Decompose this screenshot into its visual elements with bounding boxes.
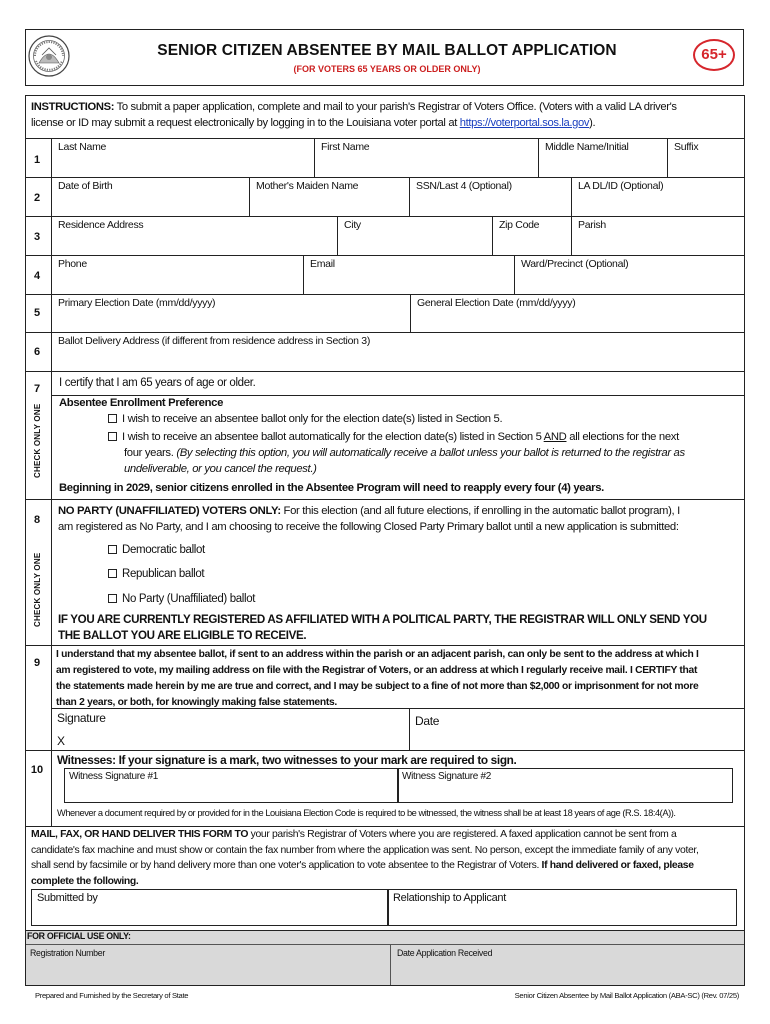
section-8-side-label: CHECK ONLY ONE (33, 552, 42, 627)
first-name-field[interactable] (316, 154, 536, 176)
city-label: City (344, 219, 361, 231)
age-certify-text: I certify that I am 65 years of age or older. (59, 377, 256, 389)
last-name-label: Last Name (58, 141, 107, 153)
signature-field[interactable] (70, 726, 406, 748)
republican-label: Republican ballot (122, 568, 205, 580)
republican-ballot-option[interactable] (108, 567, 204, 583)
primary-election-date-label: Primary Election Date (mm/dd/yyyy) (58, 297, 216, 309)
ssn-field[interactable] (411, 193, 569, 215)
witness-2-label: Witness Signature #2 (402, 771, 492, 782)
section-7-number: 7 (33, 383, 41, 395)
democratic-ballot-option[interactable] (108, 543, 205, 559)
affiliation-warning: IF YOU ARE CURRENTLY REGISTERED AS AFFILIATED WITH A POLITICAL PARTY, THE REGISTRAR WILL ONLY SEND YOU THE BALLOT YOU ARE ELIGIBLE TO RECEIVE. (58, 613, 707, 642)
enrollment-preference-title: Absentee Enrollment Preference (59, 397, 224, 409)
form-title: SENIOR CITIZEN ABSENTEE BY MAIL BALLOT APPLICATION (157, 42, 617, 59)
signature-label: Signature (57, 711, 106, 725)
section-3-number: 3 (33, 231, 41, 243)
instructions-text-3: ). (589, 116, 596, 129)
form-subtitle: (FOR VOTERS 65 YEARS OR OLDER ONLY) (293, 64, 481, 74)
signature-x-mark: X (57, 734, 65, 748)
suffix-label: Suffix (674, 141, 699, 153)
phone-label: Phone (58, 258, 87, 270)
instructions (31, 100, 743, 131)
no-party-label: No Party (Unaffiliated) ballot (122, 593, 256, 605)
middle-name-label: Middle Name/Initial (545, 141, 629, 153)
number-column-divider (51, 138, 52, 826)
age-65-badge-icon: 65+ (693, 39, 735, 71)
maiden-name-label: Mother's Maiden Name (256, 180, 359, 192)
option-2-label-b: all elections for the next (566, 431, 679, 443)
instructions-label: INSTRUCTIONS: (31, 101, 115, 113)
mail-instructions: MAIL, FAX, OR HAND DELIVER THIS FORM TO your parish's Registrar of Voters where you are registered. A faxed application cannot be sent from a candidate's fax machine and must show or contain the fax number from where the application was sent. No person, except the immediate family of any voter, shall send by facsimile or by hand delivery more than one voter's application to vote absentee to the Registrar of Voters. If hand delivered or faxed, please complete the following. (31, 829, 699, 887)
witness-age-note: Whenever a document required by or provided for in the Louisiana Election Code is required to be witnessed, the witness shall be at least 18 years of age (R.S. 18:4(A)). (57, 808, 676, 818)
democratic-checkbox-icon[interactable] (108, 545, 117, 554)
option-2-checkbox-icon[interactable] (108, 432, 117, 441)
general-election-date-label: General Election Date (mm/dd/yyyy) (417, 297, 576, 309)
instructions-text-1: To submit a paper application, complete and mail to your parish's Registrar of Voters Office. (Voters with a valid LA driver's (114, 101, 677, 113)
no-party-bold: NO PARTY (UNAFFILIATED) VOTERS ONLY: (58, 505, 281, 517)
general-election-date-field[interactable] (412, 310, 743, 331)
no-party-text-1: For this election (and all future elections, if enrolling in the automatic ballot program), I (280, 505, 680, 517)
ballot-delivery-address-label: Ballot Delivery Address (if different from residence address in Section 3) (58, 335, 371, 347)
republican-checkbox-icon[interactable] (108, 569, 117, 578)
maiden-name-field[interactable] (251, 193, 407, 215)
footer-left: Prepared and Furnished by the Secretary of State (35, 991, 189, 1000)
date-label: Date (415, 714, 440, 728)
last-name-field[interactable] (53, 154, 312, 176)
first-name-label: First Name (321, 141, 370, 153)
date-received-label: Date Application Received (397, 948, 493, 958)
section-1-number: 1 (33, 154, 41, 166)
option-2-label-c: four years. (124, 447, 177, 459)
option-2-label-a: I wish to receive an absentee ballot automatically for the election date(s) listed in Section 5 (122, 431, 544, 443)
registration-number-label: Registration Number (30, 948, 105, 958)
option-2-italic-2: undeliverable, or you cancel the request.) (124, 463, 317, 475)
witness-title: Witnesses: If your signature is a mark, two witnesses to your mark are required to sign. (57, 753, 517, 767)
ward-precinct-field[interactable] (516, 271, 743, 293)
signature-date-field[interactable] (411, 728, 743, 748)
voter-portal-link[interactable]: https://voterportal.sos.la.gov (459, 116, 590, 129)
no-party-text (58, 503, 742, 535)
section-7-side-label: CHECK ONLY ONE (33, 403, 42, 478)
relationship-label: Relationship to Applicant (393, 892, 506, 904)
option-1-label: I wish to receive an absentee ballot only for the election date(s) listed in Section 5. (122, 413, 503, 425)
no-party-checkbox-icon[interactable] (108, 594, 117, 603)
option-2-and: AND (543, 431, 567, 443)
section-4-number: 4 (33, 270, 41, 282)
residence-address-label: Residence Address (58, 219, 144, 231)
section-9-number: 9 (33, 657, 41, 669)
city-field[interactable] (339, 232, 490, 254)
option-1-checkbox-icon[interactable] (108, 414, 117, 423)
email-label: Email (310, 258, 335, 270)
zip-code-label: Zip Code (499, 219, 540, 231)
la-dl-id-label: LA DL/ID (Optional) (578, 180, 664, 192)
parish-label: Parish (578, 219, 606, 231)
zip-code-field[interactable] (494, 232, 569, 254)
certification-statement: I understand that my absentee ballot, if sent to an address within the parish or an adjacent parish, can only be sent to the address at which I am registered to vote, my mailing address on file with the Registrar of Voters, or an address at which I regularly receive mail. I CERTIFY that the statements made herein by me are true and correct, and I may be subject to a fine of not more than $2,000 or imprisonment for not more than 2 years, or both, for knowingly making false statements. (56, 649, 699, 708)
ssn-label: SSN/Last 4 (Optional) (416, 180, 512, 192)
enrollment-option-2[interactable] (108, 429, 738, 477)
la-dl-id-field[interactable] (573, 193, 743, 215)
instructions-text-2: license or ID may submit a request electronically by logging in to the Louisiana voter portal at (31, 116, 460, 129)
section-6-number: 6 (33, 346, 41, 358)
footer-right: Senior Citizen Absentee by Mail Ballot Application (ABA-SC) (Rev. 07/25) (514, 991, 739, 1000)
democratic-label: Democratic ballot (122, 544, 205, 556)
phone-field[interactable] (53, 271, 301, 293)
residence-address-field[interactable] (53, 232, 335, 254)
suffix-field[interactable] (669, 154, 743, 176)
section-2-number: 2 (33, 192, 41, 204)
no-party-ballot-option[interactable] (108, 592, 255, 608)
section-10-number: 10 (30, 764, 44, 776)
witness-1-label: Witness Signature #1 (69, 771, 159, 782)
enrollment-option-1[interactable] (108, 412, 502, 428)
primary-election-date-field[interactable] (53, 310, 408, 331)
reapply-notice: Beginning in 2029, senior citizens enrolled in the Absentee Program will need to reapply every four (4) years. (59, 482, 604, 494)
ballot-delivery-address-field[interactable] (53, 349, 743, 370)
middle-name-field[interactable] (540, 154, 665, 176)
state-seal-logo (27, 33, 71, 79)
section-8-number: 8 (33, 514, 41, 526)
ward-precinct-label: Ward/Precinct (Optional) (521, 258, 629, 270)
parish-field[interactable] (573, 232, 743, 254)
official-use-title: FOR OFFICIAL USE ONLY: (27, 931, 131, 941)
official-use-panel (26, 930, 744, 985)
email-field[interactable] (305, 271, 512, 293)
section-5-number: 5 (33, 307, 41, 319)
dob-label: Date of Birth (58, 180, 113, 192)
dob-field[interactable] (53, 193, 247, 215)
submitted-by-label: Submitted by (37, 892, 98, 904)
no-party-text-2: am registered as No Party, and I am choosing to receive the following Closed Party Primary ballot until a new application is submitted: (58, 521, 679, 533)
option-2-italic-1: (By selecting this option, you will automatically receive a ballot unless your ballot is returned to the registrar as (176, 447, 685, 459)
